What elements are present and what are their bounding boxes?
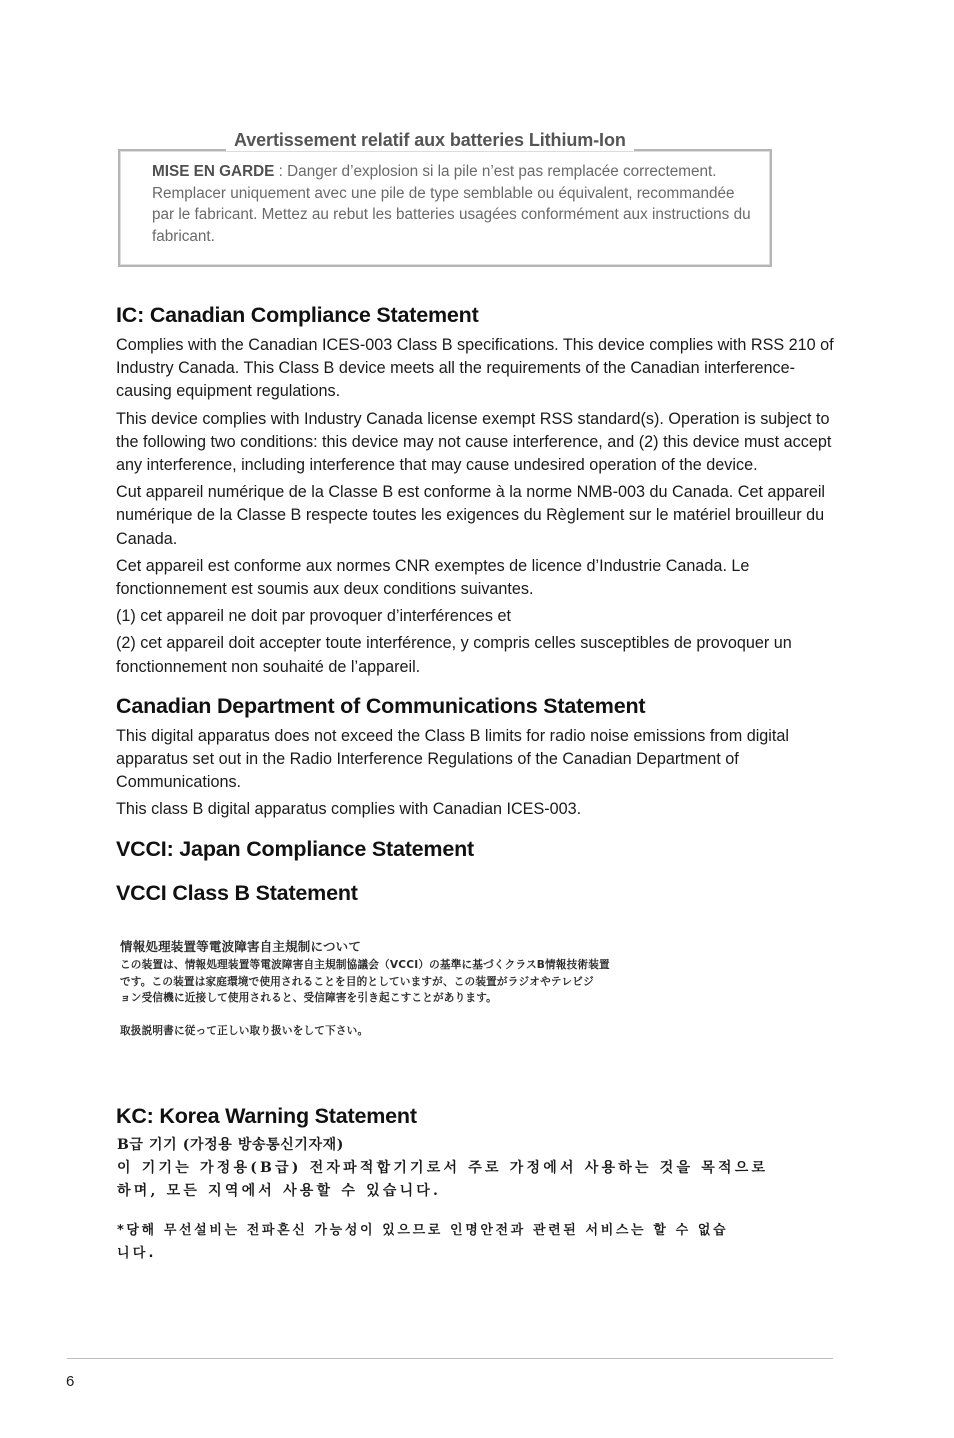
main-content: [116, 300, 838, 908]
kc-ko-note-1: *당해 무선설비는 전파혼신 가능성이 있으므로 인명안전과 관련된 서비스는 할 수 없습: [117, 1223, 729, 1238]
doc-heading: Canadian Department of Communications Statement: [116, 693, 646, 718]
vcci-jp-title: 情報処理装置等電波障害自主規制について: [120, 939, 362, 954]
battery-warning-title: Avertissement relatif aux batteries Lithium-Ion: [226, 130, 634, 151]
kc-ko-line-2: 하며, 모든 지역에서 사용할 수 있습니다.: [117, 1183, 442, 1199]
footer-divider: [67, 1358, 833, 1359]
battery-warning-body: : Danger d’explosion si la pile n’est pas remplacée correctement. Remplacer uniquement avec une pile de type semblable ou équivalent, recommandée par le fabricant. Mettez au rebut les batteries usagées conformément aux instructions du fabricant.: [152, 163, 751, 245]
ic-paragraph-4: Cet appareil est conforme aux normes CNR exemptes de licence d’Industrie Canada. Le fonctionnement est soumis aux deux conditions suivantes.: [116, 556, 750, 599]
vcci-jp-note: 取扱説明書に従って正しい取り扱いをして下さい。: [120, 1024, 369, 1037]
doc-paragraph-1: This digital apparatus does not exceed the Class B limits for radio noise emissions from digital apparatus set out in the Radio Interference Regulations of the Canadian Department of Communications.: [116, 726, 789, 792]
ic-paragraph-5: (1) cet appareil ne doit par provoquer d’interférences et: [116, 607, 512, 626]
page-number: 6: [66, 1373, 75, 1390]
vcci-jp-line-3: ョン受信機に近接して使用されると、受信障害を引き起こすことがあります。: [120, 992, 497, 1004]
ic-paragraph-3: Cut appareil numérique de la Classe B est conforme à la norme NMB-003 du Canada. Cet appareil numérique de la Classe B respecte toutes les exigences du Règlement sur le matériel brouilleur du Canada.: [116, 483, 826, 548]
battery-warning-lead: MISE EN GARDE: [152, 163, 275, 180]
kc-ko-title: B급 기기 (가정용 방송통신기자재): [117, 1137, 344, 1153]
ic-heading: IC: Canadian Compliance Statement: [116, 303, 479, 327]
kc-korean-statement: [117, 1134, 823, 1265]
battery-warning-text: [152, 161, 752, 247]
vcci-heading: VCCI: Japan Compliance Statement: [116, 836, 474, 861]
kc-ko-line-1: 이 기기는 가정용(B급) 전자파적합기기로서 주로 가정에서 사용하는 것을 목적으로: [117, 1160, 769, 1176]
doc-paragraph-2: This class B digital apparatus complies with Canadian ICES-003.: [116, 800, 582, 819]
ic-paragraph-1: Complies with the Canadian ICES-003 Class B specifications. This device complies with RSS 210 of Industry Canada. This Class B device meets all the requirements of the Canadian interference-causing equipment regulations.: [116, 336, 834, 401]
vcci-jp-line-2: です。この装置は家庭環境で使用されることを目的としていますが、この装置がラジオやテレビジ: [120, 975, 594, 988]
kc-ko-note-2: 니다.: [117, 1246, 157, 1261]
kc-heading: KC: Korea Warning Statement: [116, 1104, 417, 1128]
ic-paragraph-6: (2) cet appareil doit accepter toute interférence, y compris celles susceptibles de provoquer un fonctionnement non souhaité de l’appareil.: [116, 634, 792, 676]
vcci-subheading: VCCI Class B Statement: [116, 880, 358, 905]
vcci-japanese-statement: [120, 937, 720, 1039]
ic-paragraph-2: This device complies with Industry Canada license exempt RSS standard(s). Operation is subject to the following two conditions: this device may not cause interference, and (2) this device must accept any interference, including interference that may cause undesired operation of the device.: [116, 409, 832, 475]
vcci-jp-line-1: この装置は、情報処理装置等電波障害自主規制協議会（VCCI）の基準に基づくクラスB情報技術装置: [120, 959, 610, 971]
